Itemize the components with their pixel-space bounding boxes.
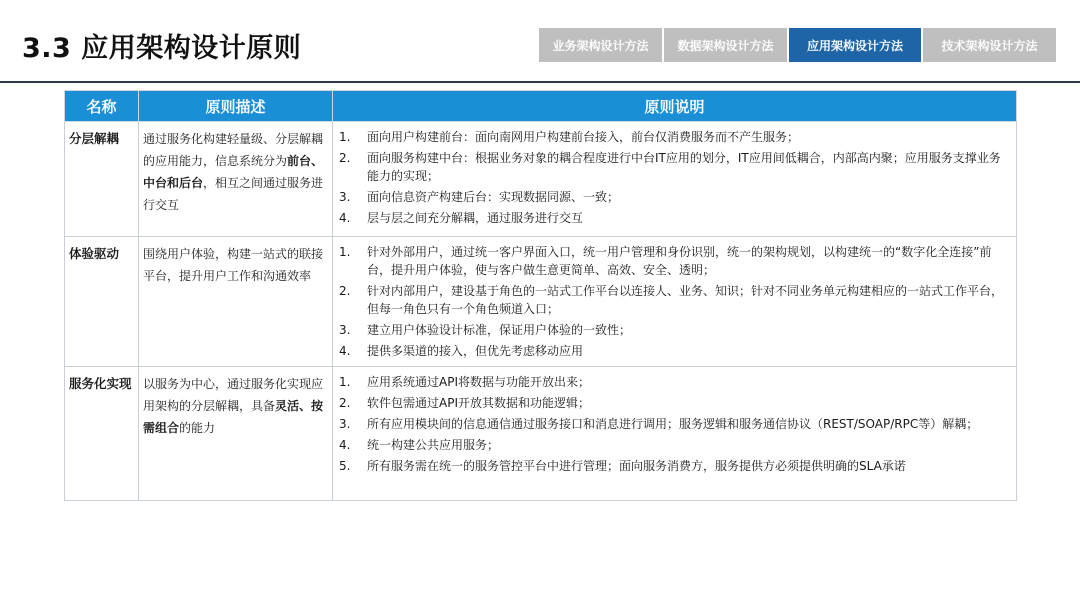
section-tabs [539,28,1056,62]
principle-explanation [333,237,1017,367]
principle-name: 服务化实现 [65,367,139,501]
column-header-name: 名称 [65,91,139,122]
table-row [65,237,1017,367]
list-item: 3. 建立用户体验设计标准，保证用户体验的一致性； [339,323,632,337]
description-text: 的能力 [179,421,216,435]
table-row [65,122,1017,237]
list-item: 1. 面向用户构建前台：面向南网用户构建前台接入，前台仅消费服务而不产生服务； [339,130,800,144]
column-header-description: 原则描述 [139,91,333,122]
principle-name: 分层解耦 [65,122,139,237]
description-emphasis: 前台、中台和后台 [143,154,324,190]
description-text: 围绕用户体验，构建一站式的联接平台，提升用户工作和沟通效率 [143,247,324,283]
list-item: 2. 面向服务构建中台：根据业务对象的耦合程度进行中台IT应用的划分，IT应用间低耦合，内部高内聚；应用服务支撑业务能力的实现； [339,151,1001,183]
description-emphasis: 灵活、按需组合 [143,399,324,435]
list-item: 1. 针对外部用户，通过统一客户界面入口，统一用户管理和身份识别，统一的架构规划，以构建统一的“数字化全连接”前台，提升用户体验，使与客户做生意更简单、高效、安全、透明； [339,245,992,277]
tab-application-architecture[interactable]: 应用架构设计方法 [789,28,923,62]
principle-explanation [333,367,1017,501]
description-text: 以服务为中心，通过服务化实现应用架构的分层解耦，具备 [143,377,324,413]
description-text: 通过服务化构建轻量级、分层解耦的应用能力，信息系统分为 [143,132,324,168]
table-row [65,367,1017,501]
principles-table [64,90,1017,501]
description-text: ，相互之间通过服务进行交互 [143,176,324,212]
table-header-row [65,91,1017,122]
principle-explanation [333,122,1017,237]
list-item: 2. 针对内部用户，建设基于角色的一站式工作平台以连接人、业务、知识；针对不同业务单元构建相应的一站式工作平台，但每一角色只有一个角色频道入口； [339,284,1004,316]
principle-description [139,237,333,367]
tab-technical-architecture[interactable]: 技术架构设计方法 [923,28,1056,62]
list-item: 2. 软件包需通过API开放其数据和功能逻辑； [339,396,590,410]
list-item: 4. 提供多渠道的接入，但优先考虑移动应用 [339,344,584,358]
principle-name: 体验驱动 [65,237,139,367]
title-divider [0,81,1080,83]
list-item: 4. 统一构建公共应用服务； [339,438,500,452]
tab-data-architecture[interactable]: 数据架构设计方法 [664,28,789,62]
column-header-explanation: 原则说明 [333,91,1017,122]
tab-business-architecture[interactable]: 业务架构设计方法 [539,28,664,62]
list-item: 3. 所有应用模块间的信息通信通过服务接口和消息进行调用；服务逻辑和服务通信协议（REST/SOAP/RPC等）解耦； [339,417,979,431]
list-item: 4. 层与层之间充分解耦，通过服务进行交互 [339,211,584,225]
list-item: 5. 所有服务需在统一的服务管控平台中进行管理；面向服务消费方，服务提供方必须提供明确的SLA承诺 [339,459,906,473]
list-item: 1. 应用系统通过API将数据与功能开放出来； [339,375,590,389]
list-item: 3. 面向信息资产构建后台：实现数据同源、一致； [339,190,620,204]
principle-description [139,122,333,237]
page-title: 3.3 应用架构设计原则 [22,33,302,64]
principle-description [139,367,333,501]
